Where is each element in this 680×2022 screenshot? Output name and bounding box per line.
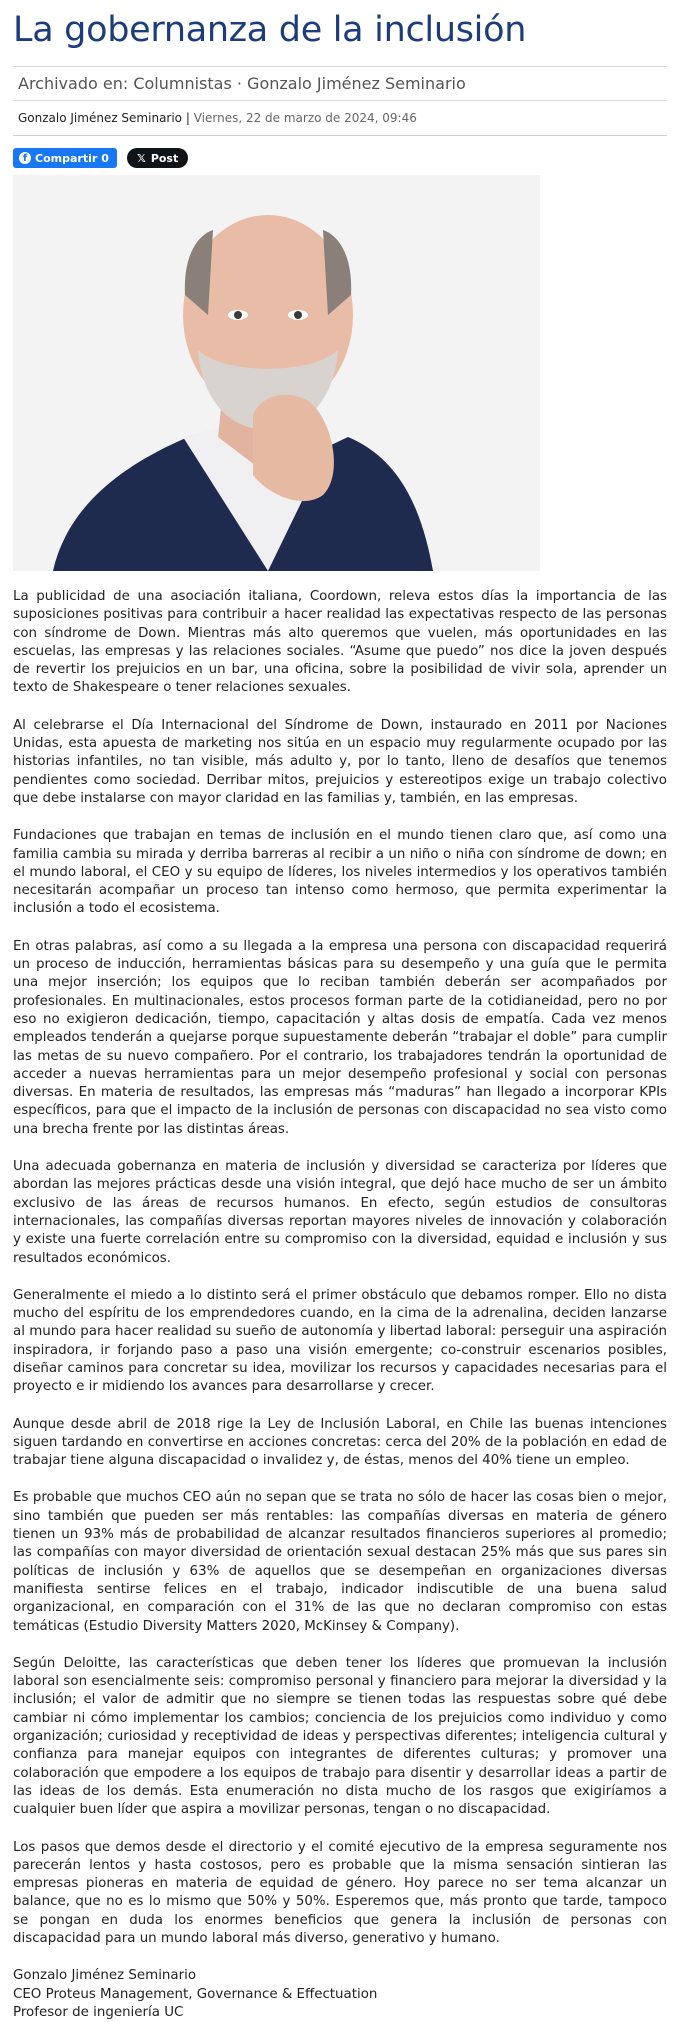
byline-date: Viernes, 22 de marzo de 2024, 09:46 bbox=[193, 111, 417, 125]
author-portrait-photo bbox=[13, 175, 540, 571]
article-paragraph: Es probable que muchos CEO aún no sepan que se trata no sólo de hacer las cosas bien o mejor, sino también que pueden ser más rentables: las compañías diversas en materia de género tienen un 93% más de probabilidad de alcanzar resultados financieros superiores al promedio; las compañías con mayor diversidad de orientación sexual destacan 25% más que sus pares sin políticas de inclusión y 63% de aquellos que se desempeñan en organizaciones diversas manifiesta sentirse felices en el trabajo, indicador indiscutible de una buena salud organizacional, en comparación con el 31% de las que no declaran compromiso con estas temáticas (Estudio Diversity Matters 2020, McKinsey & Company). bbox=[13, 1490, 667, 1634]
byline-author[interactable]: Gonzalo Jiménez Seminario | bbox=[18, 111, 190, 125]
x-post-button[interactable] bbox=[127, 148, 188, 168]
article-paragraph: La publicidad de una asociación italiana, Coordown, releva estos días la importancia de las suposiciones positivas para contribuir a hacer realidad las expectativas respecto de las personas con síndrome de Down. Mientras más alto queremos que vuelen, más oportunidades en las escuelas, las empresas y las relaciones sociales. “Asume que puedo” nos dice la joven después de revertir los prejuicios en un bar, una oficina, sobre la posibilidad de vivir sola, aprender un texto de Shakespeare o tener relaciones sexuales. bbox=[13, 589, 667, 696]
author-signature bbox=[13, 1967, 667, 2022]
article-body bbox=[13, 588, 667, 1948]
facebook-share-label: Compartir bbox=[35, 151, 98, 165]
facebook-icon: f bbox=[19, 152, 31, 164]
article-title: La gobernanza de la inclusión bbox=[13, 10, 527, 50]
article-paragraph: Aunque desde abril de 2018 rige la Ley de Inclusión Laboral, en Chile las buenas intenciones siguen tardando en convertirse en acciones concretas: cerca del 20% de la población en edad de trabajar tiene alguna discapacidad o invalidez y, de éstas, menos del 40% tiene un empleo. bbox=[13, 1416, 667, 1469]
archive-line: Archivado en: Columnistas · Gonzalo Jiménez Seminario bbox=[13, 66, 667, 101]
x-post-label: Post bbox=[150, 151, 179, 165]
article-paragraph: Generalmente el miedo a lo distinto será el primer obstáculo que debamos romper. Ello no dista mucho del espíritu de los emprendedores cuando, en la cima de la adrenalina, deciden lanzarse al mundo para hacer realidad su sueño de autonomía y libertad laboral: perseguir una aspiración inspiradora, ir forjando paso a paso una visión emergente; co-construir escenarios posibles, diseñar caminos para concretar su idea, movilizar los recursos y capacidades necesarias para el proyecto e ir midiendo los avances para desarrollarse y crecer. bbox=[13, 1287, 667, 1395]
article-paragraph: Los pasos que demos desde el directorio y el comité ejecutivo de la empresa seguramente nos parecerán lentos y hasta costosos, pero es probable que la misma sensación sintieran las empresas pioneras en materia de equidad de género. Hoy parece no ser tema alcanzar un balance, que no es lo mismo que 50% y 50%. Esperemos que, más pronto que tarde, tampoco se pongan en duda los enormes beneficios que genera la inclusión de personas con discapacidad para un mundo laboral más diverso, generativo y humano. bbox=[13, 1839, 667, 1946]
signature-name: Gonzalo Jiménez Seminario bbox=[13, 1968, 197, 1984]
article-paragraph: Según Deloitte, las características que deben tener los líderes que promuevan la inclusión laboral son esencialmente seis: compromiso personal y financiero para mejorar la diversidad y la inclusión; el valor de admitir que no siempre se tienen todas las respuestas sobre qué debe cambiar ni cómo implementar los cambios; conciencia de los prejuicios como individuo y como organización; curiosidad y receptividad de ideas y perspectivas diferentes; inteligencia cultural y confianza para manejar equipos con integrantes de diferentes culturas; y promover una colaboración que empodere a los equipos de trabajo para disentir y desarrollar ideas a partir de las ideas de los demás. Esta enumeración no dista mucho de los rasgos que exigiríamos a cualquier buen líder que aspira a movilizar personas, tengan o no discapacidad. bbox=[13, 1655, 667, 1818]
share-bar bbox=[13, 148, 667, 168]
facebook-share-button[interactable] bbox=[13, 148, 117, 168]
article-paragraph: Al celebrarse el Día Internacional del Síndrome de Down, instaurado en 2011 por Naciones Unidas, esta apuesta de marketing nos sitúa en un espacio muy regularmente ocupado por las historias infantiles, no tan visible, más adulto y, por lo tanto, lleno de desafíos que tenemos pendientes como sociedad. Derribar mitos, prejuicios y estereotipos exige un trabajo colectivo que debe instalarse con mayor claridad en las familias y, también, en las empresas. bbox=[13, 717, 667, 806]
article-paragraph: Una adecuada gobernanza en materia de inclusión y diversidad se caracteriza por líderes que abordan las mejores prácticas desde una visión integral, que dejó hace mucho de ser un ámbito exclusivo de las áreas de recursos humanos. En efecto, según estudios de consultoras internacionales, las compañías diversas reportan mayores niveles de innovación y colaboración y existe una fuerte correlación entre su compromiso con la diversidad, equidad e inclusión y sus resultados económicos. bbox=[13, 1159, 667, 1266]
signature-affiliation: Profesor de ingeniería UC bbox=[13, 2004, 184, 2020]
signature-role: CEO Proteus Management, Governance & Effectuation bbox=[13, 1986, 378, 2002]
byline bbox=[13, 101, 667, 136]
facebook-share-count: 0 bbox=[101, 151, 109, 165]
article-container bbox=[13, 0, 667, 2022]
article-paragraph: Fundaciones que trabajan en temas de inclusión en el mundo tienen claro que, así como una familia cambia su mirada y derriba barreras al recibir a un niño o niña con síndrome de down; en el mundo laboral, el CEO y su equipo de líderes, los niveles intermedios y los operativos también necesitarán acompañar un proceso tan intenso como hermoso, que permita experimentar la inclusión a todo el ecosistema. bbox=[13, 828, 667, 917]
x-logo-icon: 𝕏 bbox=[136, 151, 146, 165]
article-paragraph: En otras palabras, así como a su llegada a la empresa una persona con discapacidad requerirá un proceso de inducción, herramientas básicas para su desempeño y una guía que le permita una mejor inserción; los equipos que lo reciban también deberán ser acompañados por profesionales. En multinacionales, estos procesos forman parte de la cotidianeidad, pero no por eso no exigieron dedicación, tiempo, capacitación y altas dosis de empatía. Cada vez menos empleados tenderán a quejarse porque supuestamente deberán “trabajar el doble” para cumplir las metas de su nuevo compañero. Por el contrario, los trabajadores tendrán la oportunidad de acceder a nuevas herramientas para un mejor desempeño profesional y social con personas diversas. En materia de resultados, las empresas más “maduras” han llegado a incorporar KPIs específicos, para que el impacto de la inclusión de personas con discapacidad no sea visto como una brecha frente por las distintas áreas. bbox=[13, 938, 667, 1137]
